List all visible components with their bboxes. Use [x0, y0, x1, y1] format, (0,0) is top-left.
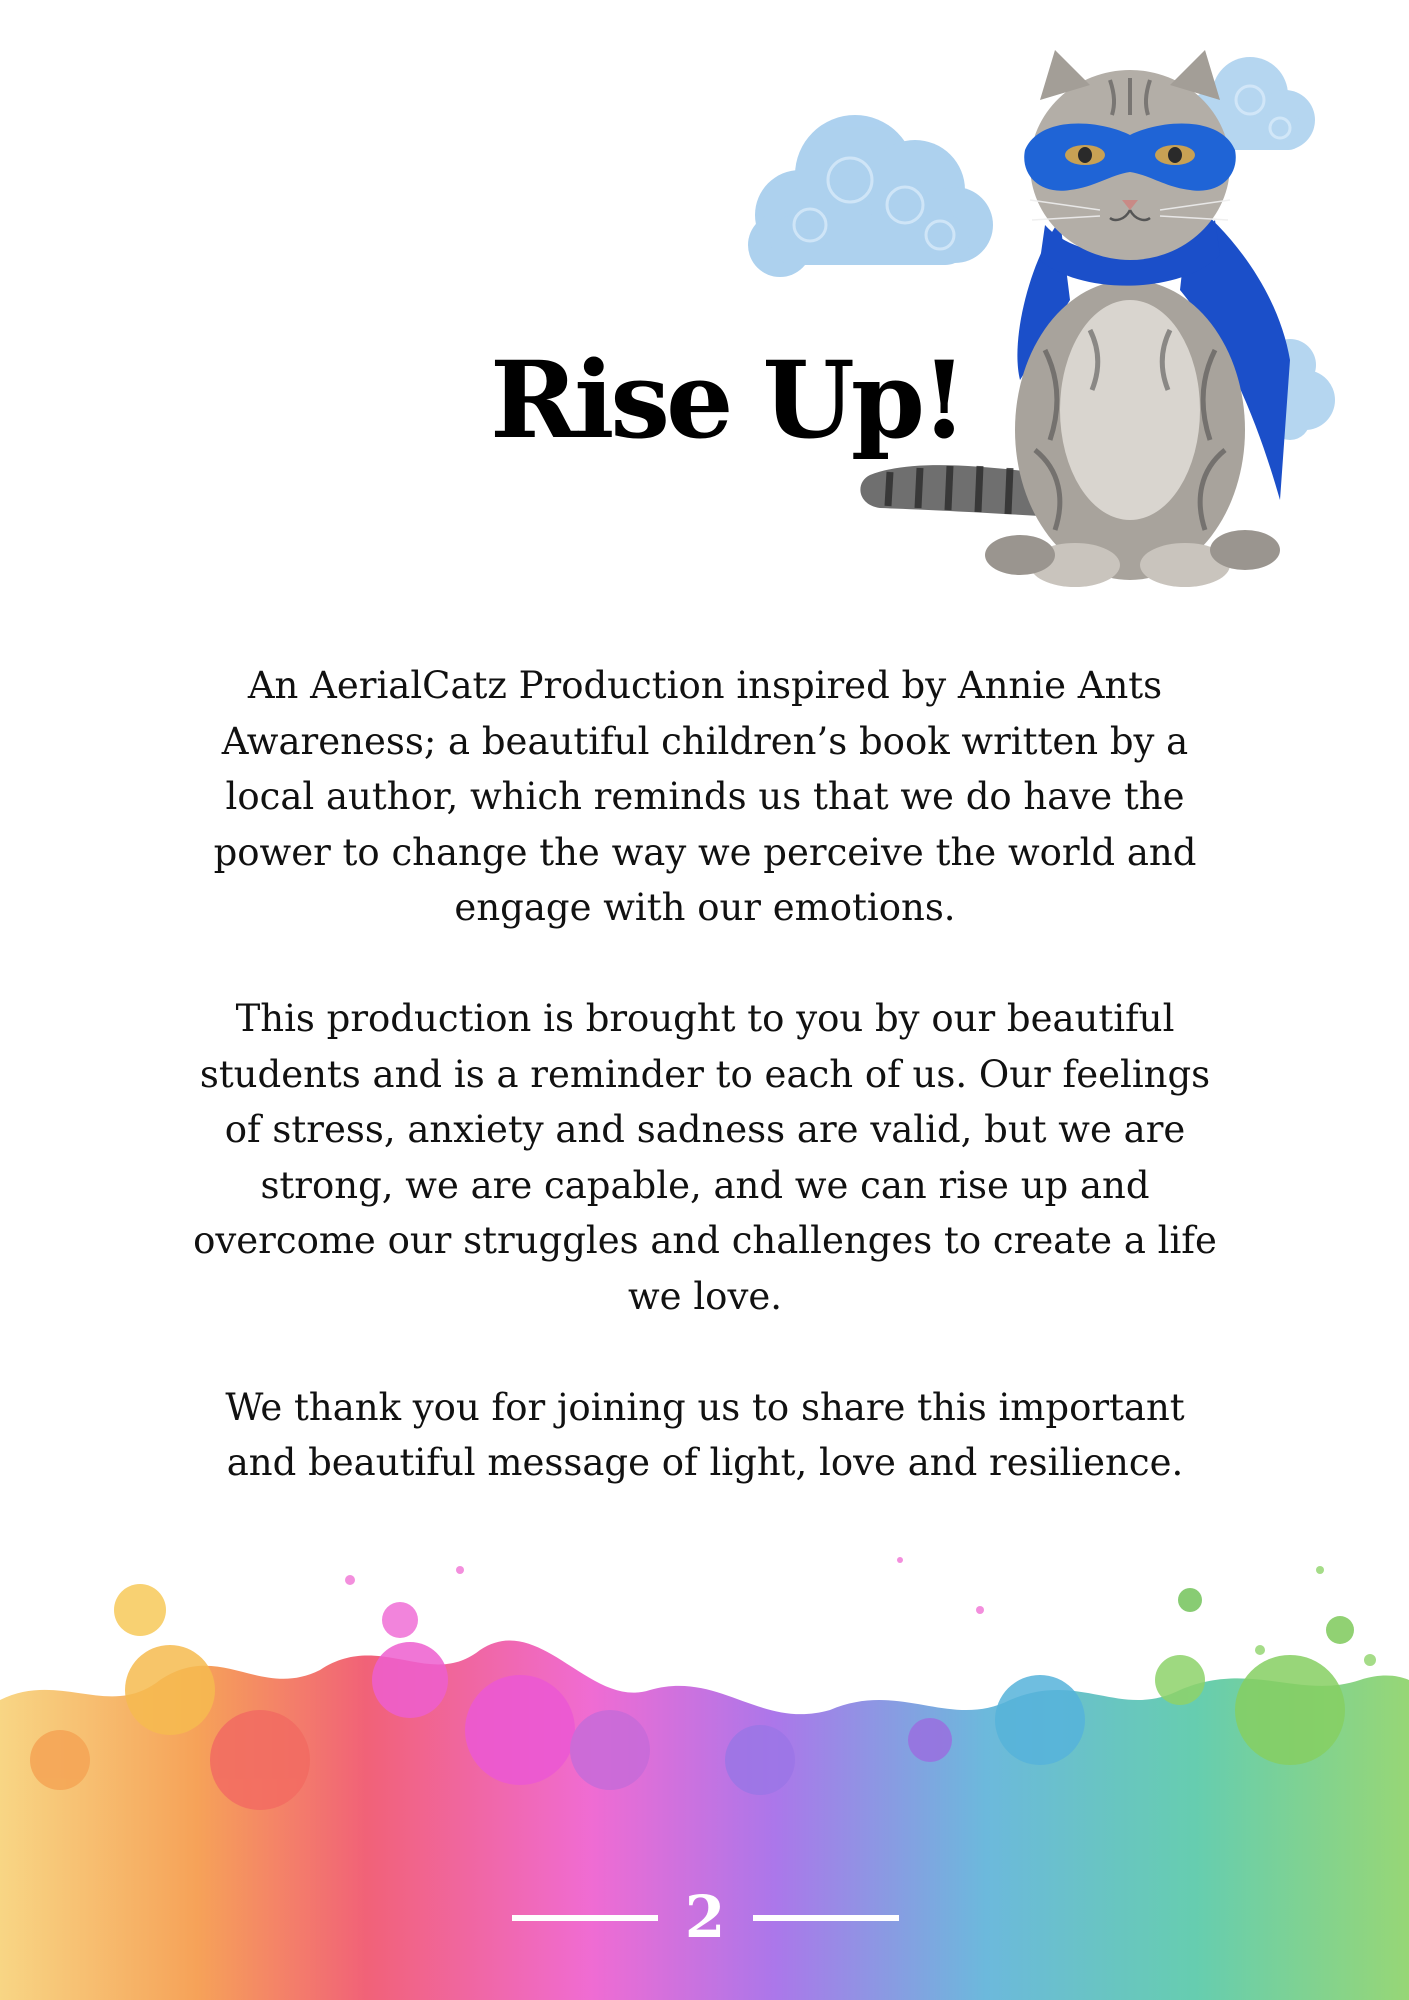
body-text	[190, 658, 1220, 1491]
paragraph-thanks: We thank you for joining us to share this important and beautiful message of light, love and resilience.	[225, 1385, 1185, 1484]
page-number-rule-right	[753, 1915, 899, 1921]
page-title: Rise Up!	[490, 337, 964, 462]
cat-image	[860, 50, 1300, 590]
page-number: 2	[684, 1883, 726, 1951]
superhero-cat-illustration	[720, 40, 1360, 600]
paragraph-intro: An AerialCatz Production inspired by Annie Ants Awareness; a beautiful children’s book written by a local author, which reminds us that we do have the power to change the way we perceive the world and engage with our emotions.	[213, 664, 1197, 929]
page-number-rule-left	[512, 1915, 658, 1921]
page-number-footer	[500, 1877, 909, 1957]
paragraph-production: This production is brought to you by our beautiful students and is a reminder to each of us. Our feelings of stress, anxiety and sadness are valid, but we are strong, we are capable, and we can rise up and overcome our struggles and challenges to create a life we love.	[193, 997, 1217, 1318]
